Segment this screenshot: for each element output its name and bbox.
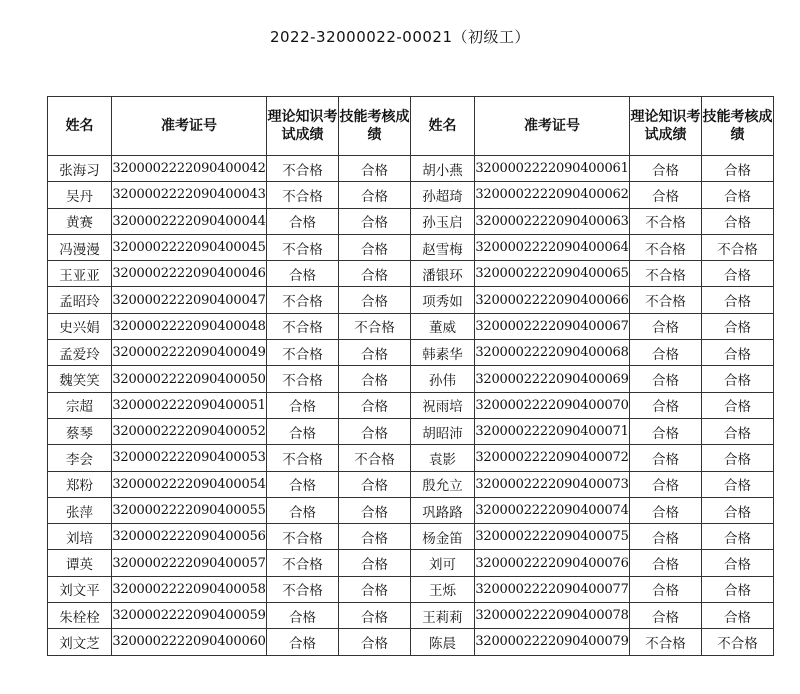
cell-theory-result: 不合格 [267,313,339,339]
cell-skill-result: 合格 [702,340,774,366]
cell-theory-result: 合格 [630,340,702,366]
cell-name: 董威 [411,313,475,339]
cell-theory-result: 合格 [267,261,339,287]
cell-skill-result: 合格 [702,392,774,418]
table-row [48,418,774,444]
cell-skill-result: 合格 [702,603,774,629]
cell-ticket-number: 3200002222090400066 [475,287,630,313]
cell-skill-result: 合格 [702,313,774,339]
cell-skill-result: 不合格 [702,629,774,655]
table-row [48,550,774,576]
cell-ticket-number: 3200002222090400064 [475,234,630,260]
cell-theory-result: 合格 [630,418,702,444]
table-body [48,156,774,656]
cell-name: 袁影 [411,445,475,471]
cell-skill-result: 合格 [702,471,774,497]
cell-theory-result: 合格 [267,603,339,629]
cell-skill-result: 合格 [339,340,411,366]
cell-name: 张海习 [48,156,112,182]
cell-ticket-number: 3200002222090400067 [475,313,630,339]
cell-skill-result: 合格 [702,287,774,313]
cell-ticket-number: 3200002222090400063 [475,208,630,234]
cell-name: 朱栓栓 [48,603,112,629]
header-ticket-number: 准考证号 [475,97,630,156]
cell-theory-result: 不合格 [630,629,702,655]
cell-skill-result: 合格 [339,234,411,260]
cell-theory-result: 不合格 [267,182,339,208]
cell-ticket-number: 3200002222090400045 [112,234,267,260]
cell-skill-result: 合格 [339,182,411,208]
cell-ticket-number: 3200002222090400060 [112,629,267,655]
cell-ticket-number: 3200002222090400069 [475,366,630,392]
cell-name: 王莉莉 [411,603,475,629]
cell-theory-result: 不合格 [267,445,339,471]
cell-skill-result: 不合格 [339,313,411,339]
cell-ticket-number: 3200002222090400048 [112,313,267,339]
cell-theory-result: 合格 [630,182,702,208]
cell-skill-result: 合格 [339,418,411,444]
cell-ticket-number: 3200002222090400072 [475,445,630,471]
cell-ticket-number: 3200002222090400047 [112,287,267,313]
cell-theory-result: 不合格 [630,261,702,287]
cell-theory-result: 合格 [267,392,339,418]
cell-ticket-number: 3200002222090400068 [475,340,630,366]
cell-name: 刘文平 [48,576,112,602]
cell-name: 史兴娟 [48,313,112,339]
cell-skill-result: 合格 [702,497,774,523]
cell-skill-result: 合格 [702,182,774,208]
header-theory-score: 理论知识考试成绩 [267,97,339,156]
cell-name: 刘培 [48,524,112,550]
cell-name: 孙伟 [411,366,475,392]
cell-name: 王亚亚 [48,261,112,287]
cell-ticket-number: 3200002222090400053 [112,445,267,471]
header-row [48,97,774,156]
table-row [48,524,774,550]
cell-theory-result: 不合格 [630,234,702,260]
header-ticket-number: 准考证号 [112,97,267,156]
cell-name: 魏笑笑 [48,366,112,392]
cell-skill-result: 合格 [339,497,411,523]
table-row [48,366,774,392]
cell-ticket-number: 3200002222090400077 [475,576,630,602]
cell-name: 宗超 [48,392,112,418]
cell-skill-result: 合格 [702,261,774,287]
cell-theory-result: 合格 [630,313,702,339]
cell-theory-result: 合格 [630,497,702,523]
cell-ticket-number: 3200002222090400054 [112,471,267,497]
cell-theory-result: 合格 [630,366,702,392]
cell-skill-result: 合格 [339,603,411,629]
table-row [48,156,774,182]
table-row [48,629,774,655]
table-row [48,261,774,287]
cell-theory-result: 合格 [267,471,339,497]
table-row [48,182,774,208]
table-row [48,287,774,313]
cell-theory-result: 不合格 [267,550,339,576]
cell-ticket-number: 3200002222090400044 [112,208,267,234]
cell-ticket-number: 3200002222090400042 [112,156,267,182]
cell-theory-result: 合格 [267,418,339,444]
cell-name: 李会 [48,445,112,471]
cell-name: 赵雪梅 [411,234,475,260]
cell-skill-result: 不合格 [702,234,774,260]
cell-skill-result: 合格 [339,287,411,313]
cell-theory-result: 不合格 [267,576,339,602]
table-row [48,497,774,523]
cell-theory-result: 合格 [267,497,339,523]
cell-name: 项秀如 [411,287,475,313]
cell-skill-result: 合格 [702,445,774,471]
cell-name: 冯漫漫 [48,234,112,260]
cell-name: 孙玉启 [411,208,475,234]
table-row [48,340,774,366]
cell-ticket-number: 3200002222090400078 [475,603,630,629]
cell-skill-result: 合格 [339,471,411,497]
cell-theory-result: 合格 [630,471,702,497]
cell-ticket-number: 3200002222090400065 [475,261,630,287]
cell-name: 黄赛 [48,208,112,234]
cell-ticket-number: 3200002222090400076 [475,550,630,576]
cell-skill-result: 合格 [339,261,411,287]
cell-skill-result: 合格 [702,524,774,550]
cell-name: 巩路路 [411,497,475,523]
cell-skill-result: 合格 [702,576,774,602]
cell-ticket-number: 3200002222090400079 [475,629,630,655]
cell-theory-result: 不合格 [267,234,339,260]
cell-theory-result: 合格 [630,603,702,629]
cell-name: 祝雨培 [411,392,475,418]
cell-ticket-number: 3200002222090400043 [112,182,267,208]
cell-name: 吴丹 [48,182,112,208]
cell-name: 孙超琦 [411,182,475,208]
cell-ticket-number: 3200002222090400075 [475,524,630,550]
cell-ticket-number: 3200002222090400052 [112,418,267,444]
cell-name: 王烁 [411,576,475,602]
cell-name: 蔡琴 [48,418,112,444]
results-table [47,96,774,656]
cell-skill-result: 合格 [702,366,774,392]
cell-skill-result: 合格 [702,156,774,182]
table-row [48,392,774,418]
table-row [48,471,774,497]
cell-skill-result: 合格 [702,550,774,576]
cell-name: 刘可 [411,550,475,576]
cell-ticket-number: 3200002222090400062 [475,182,630,208]
cell-skill-result: 合格 [339,576,411,602]
cell-theory-result: 不合格 [267,156,339,182]
cell-skill-result: 合格 [339,366,411,392]
header-skill-score: 技能考核成绩 [702,97,774,156]
cell-name: 杨金笛 [411,524,475,550]
cell-name: 孟爱玲 [48,340,112,366]
cell-skill-result: 合格 [339,392,411,418]
cell-ticket-number: 3200002222090400061 [475,156,630,182]
cell-name: 张萍 [48,497,112,523]
cell-skill-result: 合格 [339,550,411,576]
cell-skill-result: 合格 [702,418,774,444]
cell-theory-result: 合格 [630,524,702,550]
cell-name: 谭英 [48,550,112,576]
cell-ticket-number: 3200002222090400070 [475,392,630,418]
cell-name: 孟昭玲 [48,287,112,313]
cell-theory-result: 合格 [630,576,702,602]
cell-name: 韩素华 [411,340,475,366]
cell-ticket-number: 3200002222090400074 [475,497,630,523]
cell-theory-result: 合格 [267,629,339,655]
cell-ticket-number: 3200002222090400057 [112,550,267,576]
cell-ticket-number: 3200002222090400050 [112,366,267,392]
cell-theory-result: 合格 [630,156,702,182]
table-row [48,576,774,602]
cell-theory-result: 合格 [630,550,702,576]
header-name: 姓名 [411,97,475,156]
cell-ticket-number: 3200002222090400051 [112,392,267,418]
cell-ticket-number: 3200002222090400056 [112,524,267,550]
cell-ticket-number: 3200002222090400073 [475,471,630,497]
table-row [48,603,774,629]
table-row [48,234,774,260]
cell-skill-result: 合格 [339,208,411,234]
header-skill-score: 技能考核成绩 [339,97,411,156]
table-row [48,208,774,234]
cell-theory-result: 合格 [267,208,339,234]
cell-theory-result: 不合格 [267,340,339,366]
cell-theory-result: 不合格 [267,287,339,313]
cell-name: 陈晨 [411,629,475,655]
cell-skill-result: 合格 [339,629,411,655]
table-row [48,313,774,339]
cell-skill-result: 合格 [339,156,411,182]
cell-name: 殷允立 [411,471,475,497]
cell-ticket-number: 3200002222090400049 [112,340,267,366]
cell-ticket-number: 3200002222090400059 [112,603,267,629]
cell-theory-result: 不合格 [630,287,702,313]
cell-theory-result: 不合格 [267,524,339,550]
cell-theory-result: 不合格 [630,208,702,234]
cell-skill-result: 合格 [339,524,411,550]
cell-name: 胡小燕 [411,156,475,182]
cell-skill-result: 不合格 [339,445,411,471]
cell-theory-result: 不合格 [267,366,339,392]
cell-name: 郑粉 [48,471,112,497]
header-name: 姓名 [48,97,112,156]
cell-theory-result: 合格 [630,445,702,471]
cell-name: 潘银环 [411,261,475,287]
cell-skill-result: 合格 [702,208,774,234]
cell-ticket-number: 3200002222090400071 [475,418,630,444]
cell-name: 刘文芝 [48,629,112,655]
cell-theory-result: 合格 [630,392,702,418]
cell-ticket-number: 3200002222090400058 [112,576,267,602]
header-theory-score: 理论知识考试成绩 [630,97,702,156]
cell-ticket-number: 3200002222090400055 [112,497,267,523]
cell-ticket-number: 3200002222090400046 [112,261,267,287]
table-row [48,445,774,471]
document-title: 2022-32000022-00021（初级工） [269,28,531,46]
cell-name: 胡昭沛 [411,418,475,444]
